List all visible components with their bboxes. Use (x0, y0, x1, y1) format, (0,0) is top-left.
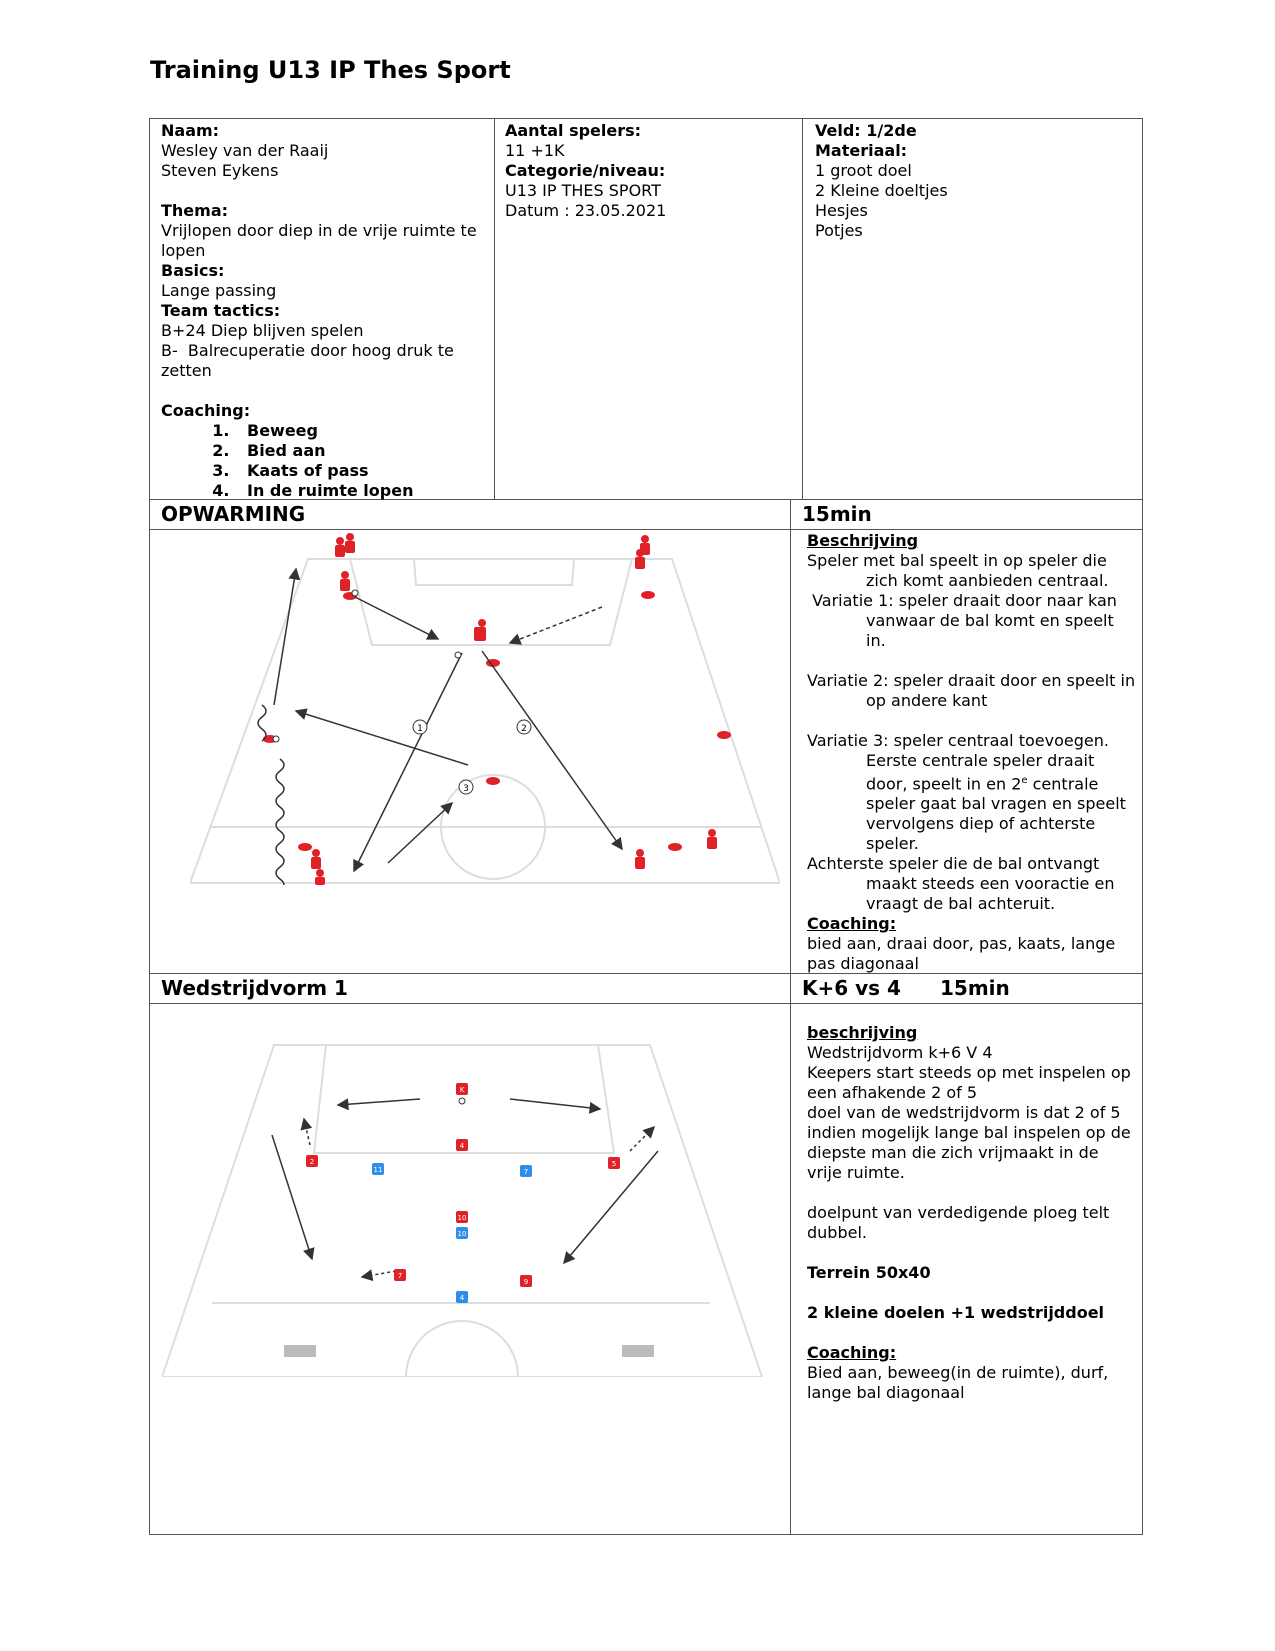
divider (150, 529, 1142, 530)
terrein-value: Terrein 50x40 (807, 1263, 931, 1282)
player (635, 549, 645, 569)
player-red (306, 1155, 318, 1167)
player-blue (456, 1227, 468, 1239)
arrows (272, 1099, 658, 1277)
team-tactics-value: B+24 Diep blijven spelen (161, 321, 364, 340)
divider (802, 119, 803, 499)
step-markers (413, 720, 531, 794)
match-field-diagram (162, 1041, 780, 1377)
player (335, 537, 345, 557)
section-time: 15min (802, 502, 872, 526)
coaching-item: 3. Kaats of pass (235, 461, 486, 481)
player (340, 571, 350, 591)
player-red (608, 1157, 620, 1169)
coaching-label: Coaching: (807, 1343, 897, 1362)
divider (790, 499, 791, 1534)
small-goals (284, 1345, 654, 1357)
categorie-label: Categorie/niveau: (505, 161, 666, 180)
warmup-description (807, 531, 1137, 974)
svg-text:11: 11 (373, 1166, 383, 1174)
section-format: K+6 vs 4 (802, 976, 901, 1000)
categorie-value: U13 IP THES SPORT (505, 181, 661, 200)
description-paragraph: Keepers start steeds op met inspelen op een afhakende 2 of 5 (807, 1063, 1131, 1102)
coaching-item: 4. In de ruimte lopen (235, 481, 486, 501)
header-material-cell (815, 121, 1135, 241)
thema-label: Thema: (161, 201, 229, 220)
players (306, 1083, 620, 1303)
player-red (520, 1275, 532, 1287)
ball (273, 590, 461, 742)
section-time: 15min (940, 976, 1010, 1000)
player (707, 829, 717, 849)
player-blue (520, 1165, 532, 1177)
player (635, 849, 645, 869)
spelers-label: Aantal spelers: (505, 121, 642, 140)
header-players-cell (505, 121, 795, 221)
materiaal-item: 1 groot doel (815, 161, 912, 180)
player-red (394, 1269, 406, 1281)
basics-value: Lange passing (161, 281, 277, 300)
spelers-value: 11 +1K (505, 141, 565, 160)
svg-text:10: 10 (457, 1230, 467, 1238)
divider (494, 119, 495, 499)
svg-text:K: K (459, 1086, 465, 1094)
materiaal-item: 2 Kleine doeltjes (815, 181, 948, 200)
svg-text:7: 7 (523, 1168, 529, 1176)
training-table (149, 118, 1143, 1535)
player-red (456, 1139, 468, 1151)
beschrijving-label: beschrijving (807, 1023, 918, 1042)
player (315, 869, 325, 885)
coaching-list (161, 421, 486, 501)
arrows (258, 569, 622, 885)
coaching-item: 1. Beweeg (235, 421, 486, 441)
step-label: 2 (521, 724, 527, 734)
description-paragraph: Variatie 1: speler draait door naar kan vanwaar de bal komt en speelt in. (807, 591, 1123, 650)
player-blue (456, 1291, 468, 1303)
coaching-item: 2. Bied aan (235, 441, 486, 461)
coaching-label: Coaching: (161, 401, 251, 420)
team-tactics-label: Team tactics: (161, 301, 281, 320)
player-blue (372, 1163, 384, 1175)
svg-text:4: 4 (459, 1142, 465, 1150)
doelen-value: 2 kleine doelen +1 wedstrijddoel (807, 1303, 1105, 1322)
basics-label: Basics: (161, 261, 225, 280)
section-title-wedstrijdvorm: Wedstrijdvorm 1 (161, 976, 348, 1000)
player (345, 533, 355, 553)
player-red (456, 1211, 468, 1223)
match-description (807, 1023, 1137, 1403)
step-label: 3 (463, 784, 469, 794)
svg-text:9: 9 (523, 1278, 529, 1286)
svg-text:4: 4 (459, 1294, 465, 1302)
datum-value: Datum : 23.05.2021 (505, 201, 667, 220)
player (311, 849, 321, 869)
step-label: 1 (417, 724, 423, 734)
naam-label: Naam: (161, 121, 220, 140)
materiaal-item: Hesjes (815, 201, 868, 220)
section-title-opwarming: OPWARMING (161, 502, 306, 526)
description-paragraph: Achterste speler die de bal ontvangt maakt steeds een vooractie en vraagt de bal achteruit. (807, 854, 1115, 914)
divider (150, 1003, 1142, 1004)
team-tactics-value: B- Balrecuperatie door hoog druk te zetten (161, 341, 459, 380)
description-paragraph: doel van de wedstrijdvorm is dat 2 of 5 indien mogelijk lange bal inspelen op de diepste man die zich vrijmaakt in de vrije ruimte. (807, 1103, 1131, 1182)
description-paragraph: Speler met bal speelt in op speler die zich komt aanbieden centraal. (807, 551, 1109, 590)
description-paragraph: Eerste centrale speler draait door, speelt in en 2e centrale speler gaat bal vragen en speelt vervolgens diep of achterste speler. (866, 751, 1126, 854)
cones (263, 591, 731, 851)
description-paragraph: doelpunt van verdedigende ploeg telt dubbel. (807, 1203, 1110, 1242)
beschrijving-label: Beschrijving (807, 531, 919, 550)
player (474, 619, 486, 641)
coaching-text: bied aan, draai door, pas, kaats, lange pas diagonaal (807, 934, 1116, 974)
document-title: Training U13 IP Thes Sport (150, 56, 511, 84)
thema-value: Vrijlopen door diep in de vrije ruimte te lopen (161, 221, 477, 260)
materiaal-label: Materiaal: (815, 141, 908, 160)
veld-value: Veld: 1/2de (815, 121, 917, 140)
ball (459, 1098, 465, 1104)
description-paragraph: Variatie 3: speler centraal toevoegen. (807, 731, 1109, 750)
header-names-cell (161, 121, 486, 501)
svg-text:5: 5 (611, 1160, 617, 1168)
description-line: Wedstrijdvorm k+6 V 4 (807, 1043, 993, 1062)
coaching-label: Coaching: (807, 914, 897, 934)
coaching-text: Bied aan, beweeg(in de ruimte), durf, lange bal diagonaal (807, 1363, 1109, 1402)
naam-value: Wesley van der Raaij (161, 141, 329, 160)
player-red (456, 1083, 468, 1095)
field-lines (190, 559, 780, 883)
naam-value: Steven Eykens (161, 161, 279, 180)
svg-text:2: 2 (309, 1158, 315, 1166)
svg-text:7: 7 (397, 1272, 403, 1280)
materiaal-item: Potjes (815, 221, 863, 240)
svg-text:10: 10 (457, 1214, 467, 1222)
description-paragraph: Variatie 2: speler draait door en speelt in op andere kant (807, 671, 1136, 710)
warmup-field-diagram (190, 533, 780, 885)
